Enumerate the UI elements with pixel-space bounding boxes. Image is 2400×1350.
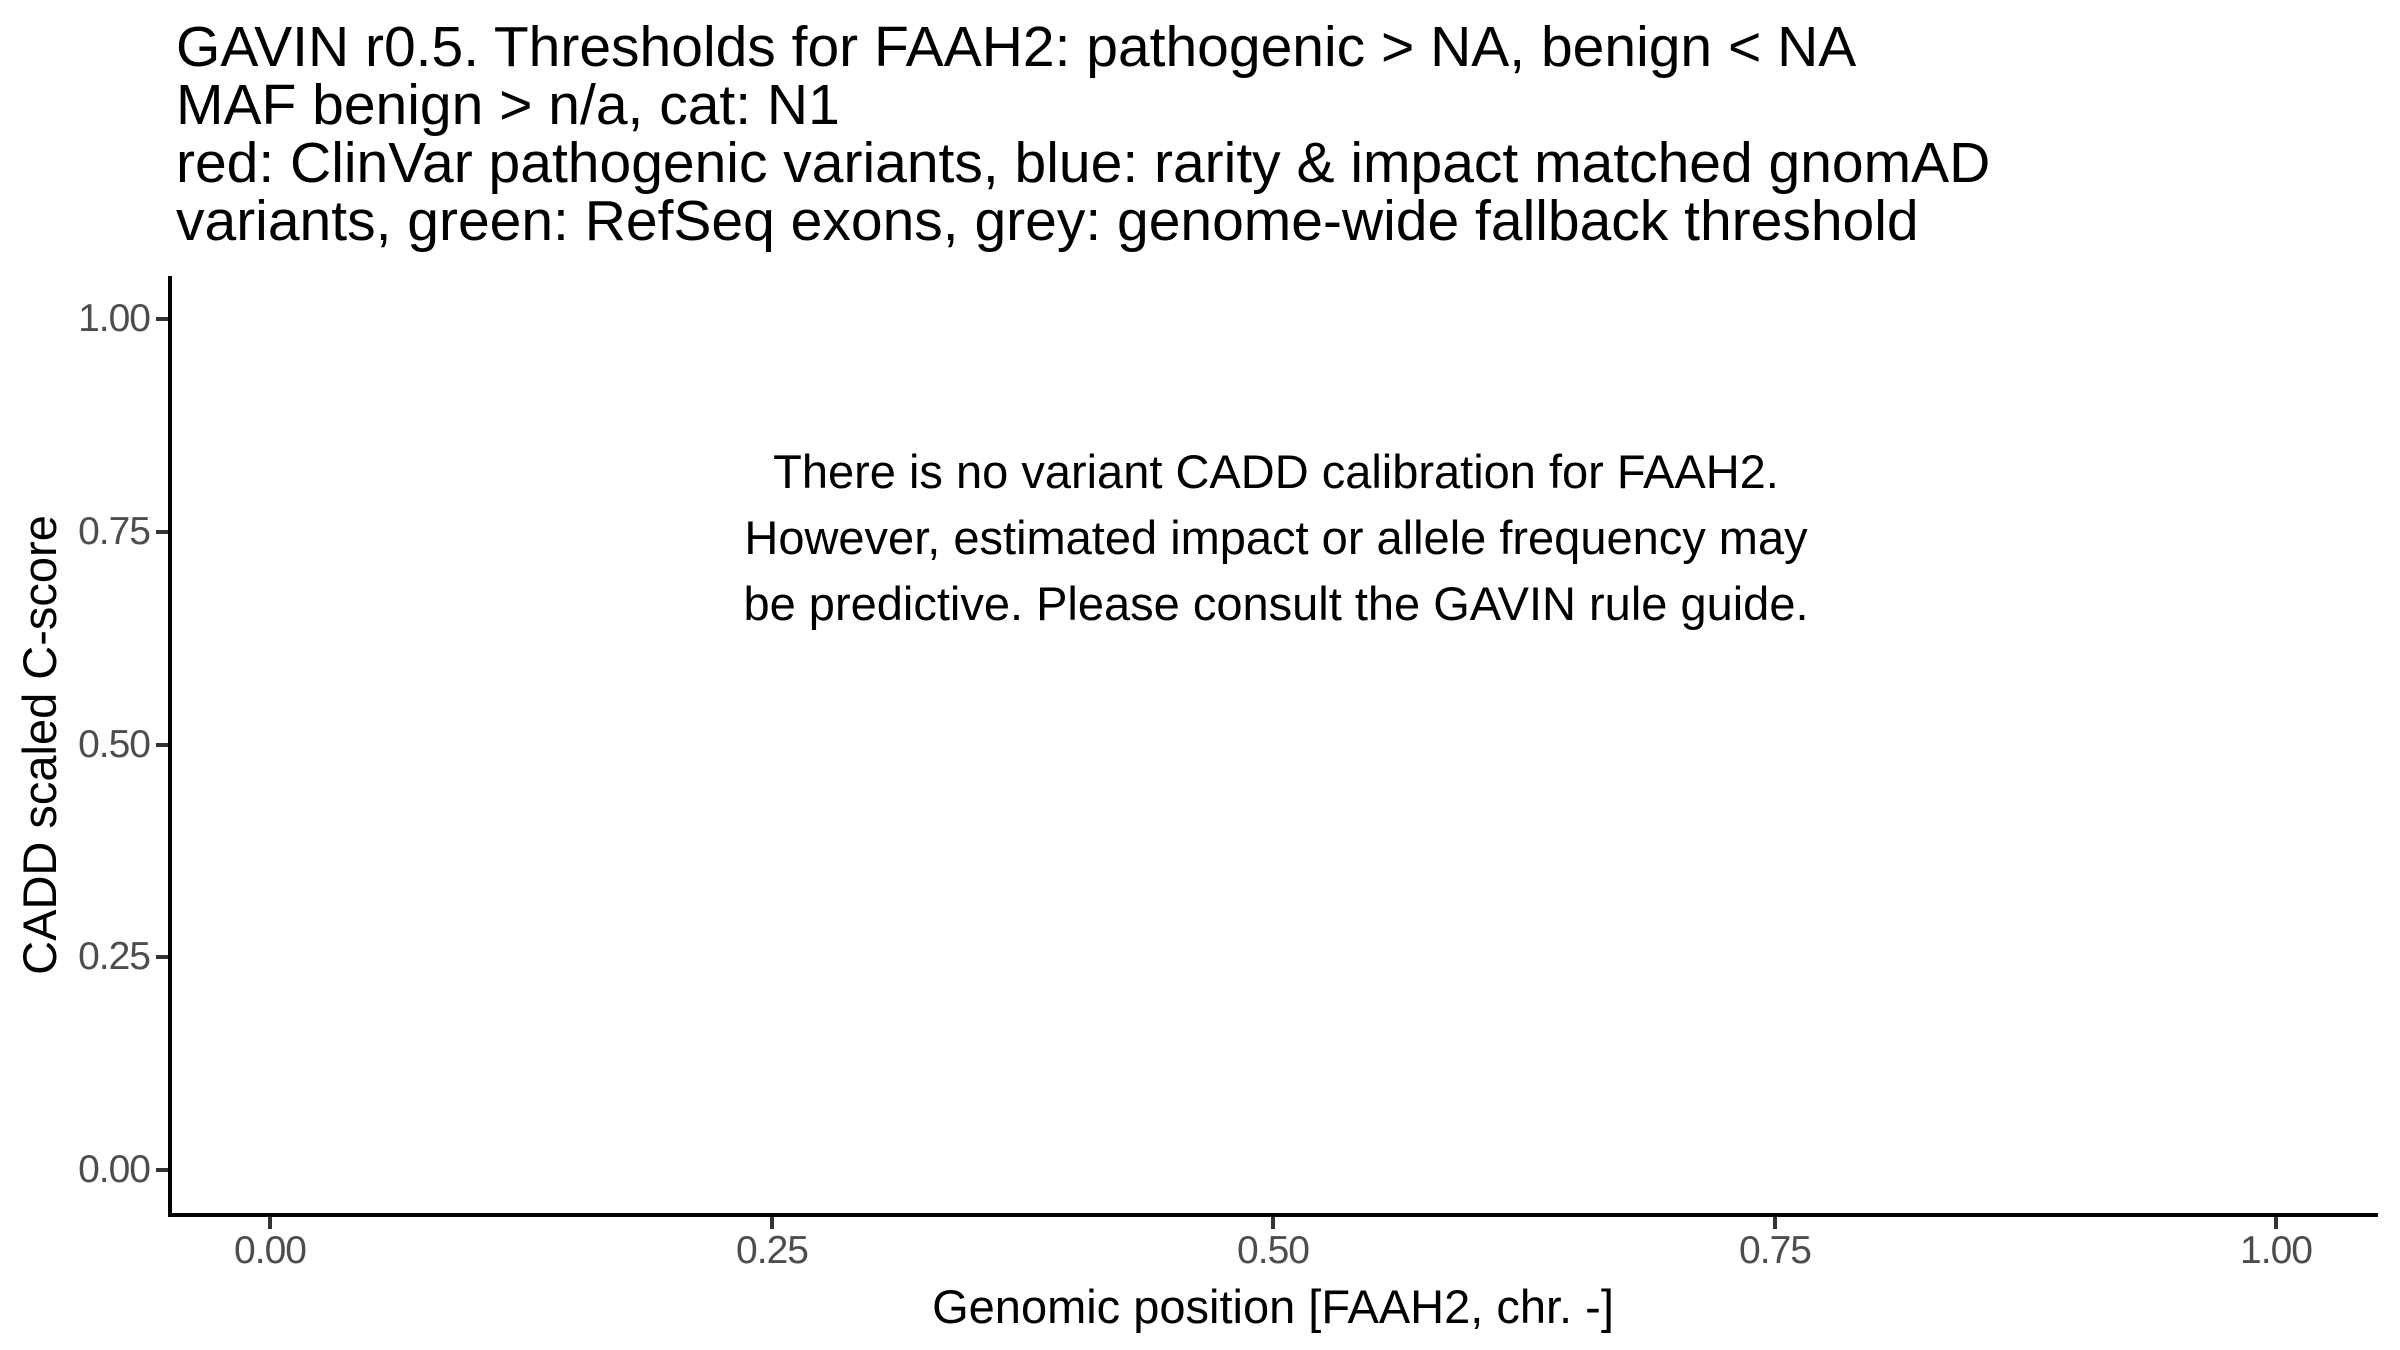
annotation-line-2: However, estimated impact or allele frequency may — [744, 511, 1808, 564]
y-axis-line — [168, 276, 172, 1217]
y-tick-label-0.75: 0.75 — [78, 510, 150, 553]
x-tick-label-1.00: 1.00 — [2240, 1229, 2312, 1272]
plot-title-line-1: GAVIN r0.5. Thresholds for FAAH2: pathogenic > NA, benign < NA — [176, 15, 1857, 79]
y-tick-mark-0.00 — [156, 1168, 168, 1172]
y-tick-mark-0.50 — [156, 743, 168, 747]
x-tick-mark-0.00 — [268, 1217, 272, 1229]
y-tick-mark-0.75 — [156, 530, 168, 534]
plot-subtitle-line-2: variants, green: RefSeq exons, grey: genome-wide fallback threshold — [176, 189, 1919, 253]
x-tick-label-0.00: 0.00 — [234, 1229, 306, 1272]
x-tick-label-0.25: 0.25 — [736, 1229, 808, 1272]
x-tick-label-0.50: 0.50 — [1237, 1229, 1309, 1272]
x-tick-mark-0.75 — [1773, 1217, 1777, 1229]
y-tick-mark-1.00 — [156, 317, 168, 321]
annotation-line-3: be predictive. Please consult the GAVIN rule guide. — [743, 577, 1809, 630]
y-tick-label-0.25: 0.25 — [78, 935, 150, 978]
x-tick-mark-1.00 — [2274, 1217, 2278, 1229]
x-axis-title: Genomic position [FAAH2, chr. -] — [932, 1280, 1614, 1333]
y-tick-label-0.50: 0.50 — [78, 723, 150, 766]
plot-panel — [172, 276, 2378, 1213]
y-axis-title: CADD scaled C-score — [13, 515, 66, 975]
x-tick-mark-0.25 — [770, 1217, 774, 1229]
annotation-line-1: There is no variant CADD calibration for FAAH2. — [773, 445, 1779, 498]
y-tick-label-0.00: 0.00 — [78, 1148, 150, 1191]
x-tick-label-0.75: 0.75 — [1739, 1229, 1811, 1272]
x-tick-mark-0.50 — [1271, 1217, 1275, 1229]
y-tick-mark-0.25 — [156, 955, 168, 959]
y-tick-label-1.00: 1.00 — [78, 297, 150, 340]
plot-title — [176, 15, 1991, 253]
plot-subtitle-line-1: red: ClinVar pathogenic variants, blue: rarity & impact matched gnomAD — [176, 131, 1991, 195]
plot-title-line-2: MAF benign > n/a, cat: N1 — [176, 73, 840, 137]
no-calibration-annotation — [576, 439, 1976, 637]
